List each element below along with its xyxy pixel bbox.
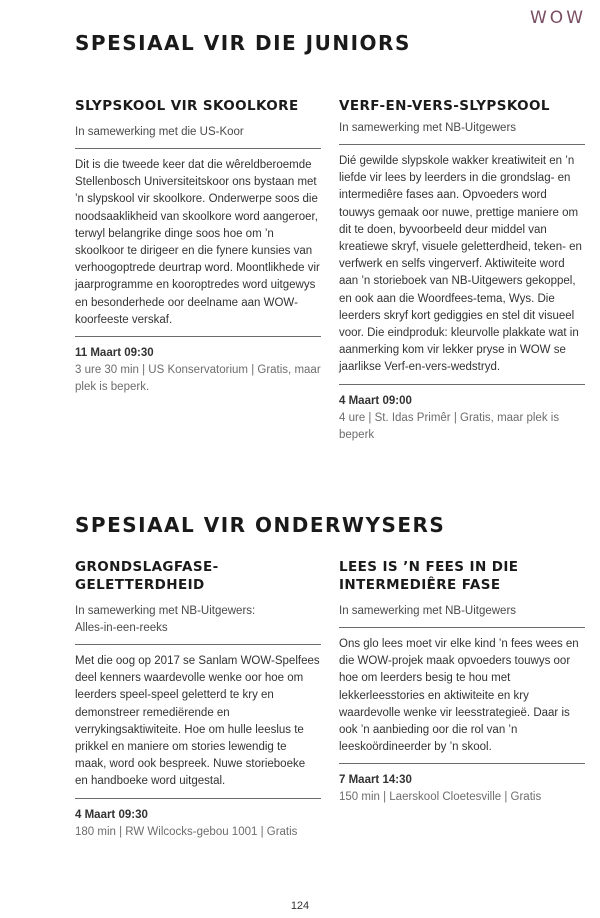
divider <box>75 798 321 799</box>
event-meta: 3 ure 30 min | US Konservatorium | Gratis, maar plek is beperk. <box>75 364 321 394</box>
event-grondslagfase <box>75 558 321 841</box>
event-meta: 150 min | Laerskool Cloetesville | Gratis <box>339 791 542 804</box>
event-date: 4 Maart 09:30 <box>75 808 148 821</box>
event-partner: In samewerking met NB-Uitgewers: Alles-in-een-reeks <box>75 605 256 634</box>
event-partner: In samewerking met NB-Uitgewers <box>339 605 517 617</box>
event-partner: In samewerking met die US-Koor <box>75 126 244 138</box>
event-description: Dit is die tweede keer dat die wêreldberoemde Stellenbosch Universiteitskoor ons bystaan met ’n slypskool vir skoolkore. Onderwerpe soos die noodsaaklikheid van skoolkore word aangeroer, terwyl belangrike dinge soos hoe om ’n skoolkoor te dirigeer en die fynere kunsies van verhoogoptrede deurtrap word. Moontlikhede vir jaarprogramme en koorоptredes word uitgewys en besonderhede oor deelname aan WOW-koorfeeste verskaf. <box>75 159 320 326</box>
event-slypskool-skoolkore <box>75 97 321 396</box>
divider <box>75 644 321 645</box>
event-description: Dié gewilde slypskole wakker kreatiwiteit en ’n liefde vir lees by leerders in die grondslag- en intermediêre fases aan. Opvoeders word touwys gemaak oor nuwe, prettige maniere om dit te doen, byvoorbeeld deur middel van kreatiewe skryf, visuele geletterdheid, teken- en verfwerk en selfs vingerverf. Aktiwiteite word aan ’n storieboek van NB-Uitgewers gekoppel, en ook aan die Woordfees-tema, Wys. Die leerders skryf kort gediggies en stel dit visueel voor. Die eindproduk: kleurvolle plakkate wat in aanmerking kom vir lekker pryse in WOW se jaarlikse Verf-en-vers-wedstryd. <box>339 155 582 374</box>
event-meta: 4 ure | St. Idas Primêr | Gratis, maar plek is beperk <box>339 411 560 441</box>
event-title: GRONDSLAGFASE- GELETTERDHEID <box>75 559 219 593</box>
event-date: 4 Maart 09:00 <box>339 394 412 407</box>
divider <box>339 384 585 385</box>
event-verf-en-vers <box>339 97 585 444</box>
divider <box>339 144 585 145</box>
brand-logo: WOW <box>530 8 586 28</box>
event-title: SLYPSKOOL VIR SKOOLKORE <box>75 98 299 114</box>
event-title: VERF-EN-VERS-SLYPSKOOL <box>339 98 550 114</box>
event-lees-is-n-fees <box>339 558 585 806</box>
event-title: LEES IS ’N FEES IN DIE INTERMEDIÊRE FASE <box>339 559 519 593</box>
page-number: 124 <box>290 900 310 912</box>
section-title-onderwysers: SPESIAAL VIR ONDERWYSERS <box>75 513 446 537</box>
divider <box>75 336 321 337</box>
event-description: Ons glo lees moet vir elke kind ’n fees wees en die WOW-projek maak opvoeders touwys oor hoe om leerders besig te hou met lekkerleesstories en aktiwiteite en kry waardevolle wenke vir leesstrategieë. Daar is ook ’n aanbieding oor die rol van ’n leeskoördineerder by ’n skool. <box>339 638 579 754</box>
event-partner: In samewerking met NB-Uitgewers <box>339 122 517 134</box>
divider <box>339 627 585 628</box>
event-description: Met die oog op 2017 se Sanlam WOW-Spelfees deel kenners waardevolle wenke oor hoe om leerders speel-speel geletterd te kry en demonstreer remediërende en verrykingsaktiwiteite. Hoe om hulle leeslus te prikkel en maniere om stories lewendig te maak, word ook bespreek. Nuwe storieboeke en handboeke word uitgestal. <box>75 655 320 788</box>
divider <box>75 148 321 149</box>
section-title-juniors: SPESIAAL VIR DIE JUNIORS <box>75 31 411 55</box>
event-date: 11 Maart 09:30 <box>75 347 154 360</box>
event-date: 7 Maart 14:30 <box>339 774 412 787</box>
divider <box>339 763 585 764</box>
event-meta: 180 min | RW Wilcocks-gebou 1001 | Gratis <box>75 825 298 838</box>
